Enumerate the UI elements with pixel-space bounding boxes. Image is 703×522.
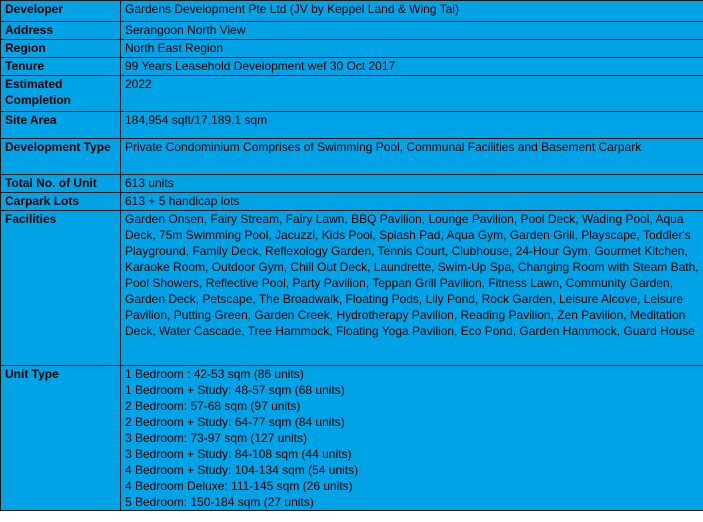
row-label-developer: Developer xyxy=(1,1,121,22)
table-row xyxy=(1,139,703,175)
unit-type-item: 3 Bedroom + Study: 84-108 sqm (44 units) xyxy=(125,447,352,461)
row-label-carpark-lots: Carpark Lots xyxy=(1,193,121,211)
row-label-development-type: Development Type xyxy=(1,139,121,175)
row-value-development-type: Private Condominium Comprises of Swimming Pool, Communal Facilities and Basement Carpark xyxy=(121,139,703,175)
table-row xyxy=(1,366,703,511)
unit-type-item: 2 Bedroom + Study: 64-77 sqm (84 units) xyxy=(125,415,345,429)
unit-type-item: 4 Bedroom Deluxe: 111-145 sqm (26 units) xyxy=(125,479,353,493)
unit-type-item: 5 Bedroom: 150-184 sqm (27 units) xyxy=(125,495,314,509)
row-label-facilities: Facilities xyxy=(1,211,121,366)
unit-type-item: 2 Bedroom: 57-68 sqm (97 units) xyxy=(125,399,301,413)
row-label-region: Region xyxy=(1,40,121,58)
row-value-facilities: Garden Onsen, Fairy Stream, Fairy Lawn, BBQ Pavilion, Lounge Pavilion, Pool Deck, Wading Pool, Aqua Deck, 75m Swimming Pool, Jacuzzi, Kids Pool, Splash Pad, Aqua Gym, Garden Grill, Playscape, Toddler's Playground, Family Deck, Reflexology Garden, Tennis Court, Clubhouse, 24-Hour Gym, Gourmet Kitchen, Karaoke Room, Outdoor Gym, Chill Out Deck, Laundrette, Swim-Up Spa, Changing Room with Steam Bath, Pool Showers, Reflective Pool, Party Pavilion, Teppan Grill Pavilion, Fitness Lawn, Community Garden, Garden Deck, Petscape, The Broadwalk, Floating Pods, Lily Pond, Rock Garden, Leisure Alcove, Leisure Pavilion, Putting Green, Garden Creek, Hydrotherapy Pavilion, Reading Pavilion, Zen Pavilion, Meditation Deck, Water Cascade, Tree Hammock, Floating Yoga Pavilion, Eco Pond, Garden Hammock, Guard House xyxy=(121,211,703,366)
row-value-site-area: 184,954 sqft/17,189.1 sqm xyxy=(121,112,703,139)
table-row xyxy=(1,211,703,366)
unit-type-item: 3 Bedroom: 73-97 sqm (127 units) xyxy=(125,431,308,445)
row-value-carpark-lots: 613 + 5 handicap lots xyxy=(121,193,703,211)
row-label-estimated-completion: Estimated Completion xyxy=(1,76,121,112)
row-label-total-units: Total No. of Unit xyxy=(1,175,121,193)
row-value-tenure: 99 Years Leasehold Development wef 30 Oct 2017 xyxy=(121,58,703,76)
unit-type-item: 1 Bedroom + Study: 48-57 sqm (68 units) xyxy=(125,383,345,397)
unit-type-item: 1 Bedroom : 42-53 sqm (86 units) xyxy=(125,367,304,381)
table-row xyxy=(1,22,703,40)
table-row xyxy=(1,1,703,22)
table-row xyxy=(1,76,703,112)
row-label-tenure: Tenure xyxy=(1,58,121,76)
row-value-address: Serangoon North View xyxy=(121,22,703,40)
table-row xyxy=(1,58,703,76)
table-row xyxy=(1,175,703,193)
row-value-total-units: 613 units xyxy=(121,175,703,193)
row-value-unit-type xyxy=(121,366,703,511)
table-row xyxy=(1,112,703,139)
table-row xyxy=(1,193,703,211)
unit-type-item: 4 Bedroom + Study: 104-134 sqm (54 units) xyxy=(125,463,359,477)
table-row xyxy=(1,40,703,58)
row-label-site-area: Site Area xyxy=(1,112,121,139)
row-label-unit-type: Unit Type xyxy=(1,366,121,511)
row-value-region: North East Region xyxy=(121,40,703,58)
row-value-developer: Gardens Development Pte Ltd (JV by Keppel Land & Wing Tai) xyxy=(121,1,703,22)
row-value-estimated-completion: 2022 xyxy=(121,76,703,112)
row-label-address: Address xyxy=(1,22,121,40)
